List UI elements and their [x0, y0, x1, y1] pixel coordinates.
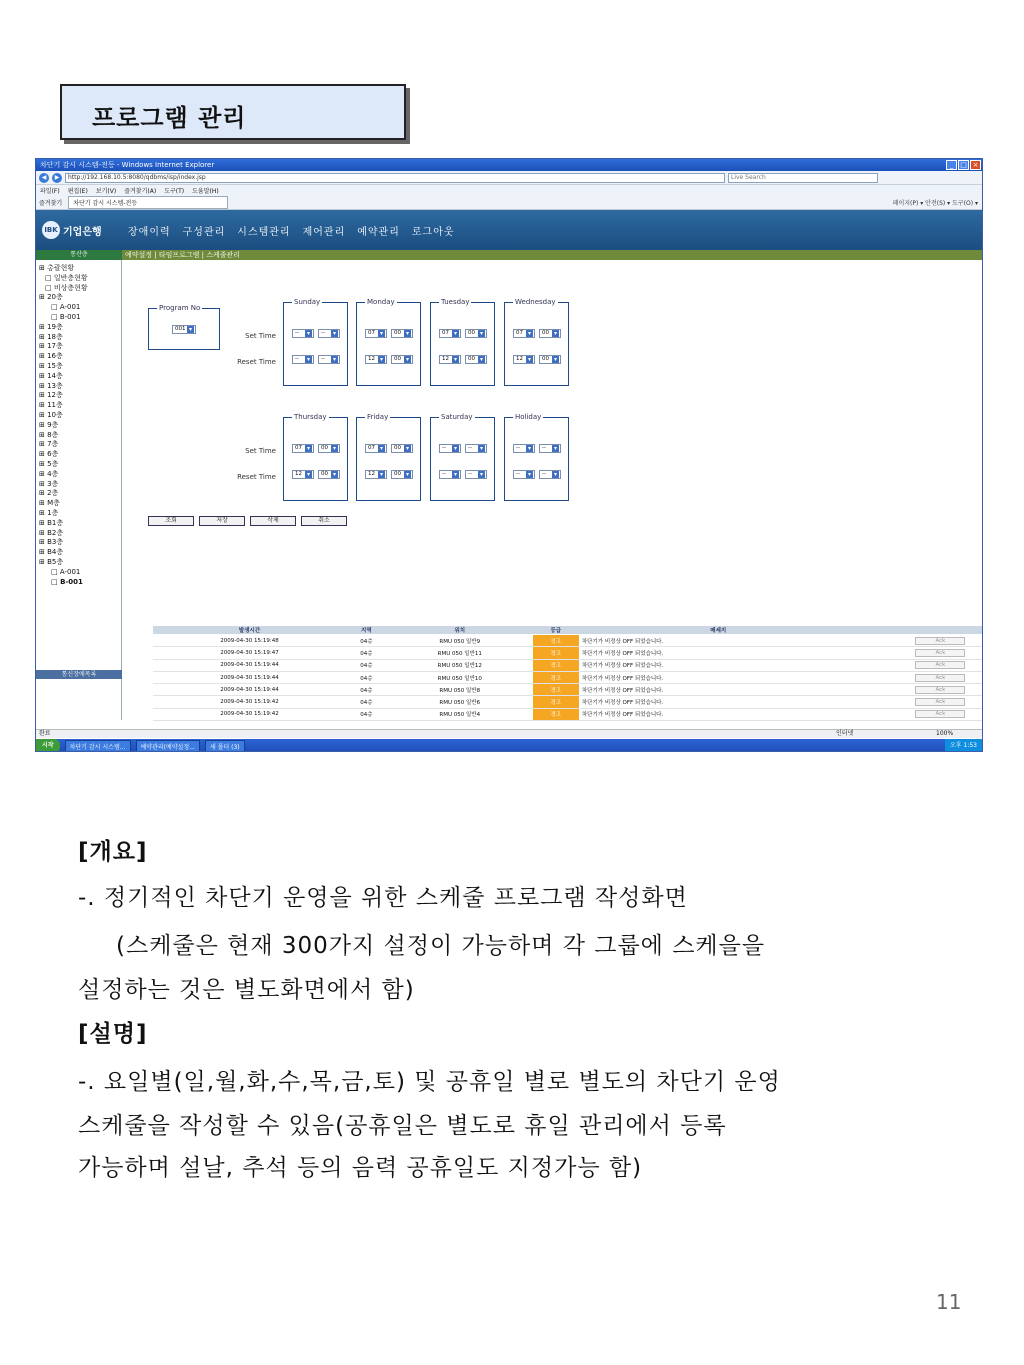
log-ack-cell — [858, 635, 983, 647]
folder-icon: ⊞ — [39, 508, 48, 517]
logo-mark: IBK — [42, 221, 60, 239]
ack-button[interactable]: Ack — [915, 649, 965, 657]
tree-item-label: 비상층현황 — [53, 283, 88, 292]
tree-item[interactable] — [39, 538, 118, 548]
tree-item[interactable] — [39, 264, 118, 274]
folder-icon: ⊞ — [39, 264, 48, 272]
tree-item[interactable] — [39, 421, 118, 431]
floor-tree — [36, 260, 121, 591]
time-select-set-m[interactable]: -- ▾ — [465, 444, 487, 453]
tree-item[interactable] — [39, 313, 118, 323]
folder-icon: ⊞ — [39, 381, 48, 390]
folder-icon: ⊞ — [39, 518, 48, 527]
tree-item-label: 14층 — [47, 371, 63, 380]
tree-item[interactable] — [39, 333, 118, 343]
folder-icon: ⊞ — [39, 548, 48, 557]
delete-button[interactable]: 삭제 — [250, 516, 296, 526]
log-time: 2009-04-30 15:19:44 — [153, 659, 346, 671]
folder-icon: □ — [45, 273, 54, 282]
tree-item[interactable] — [39, 362, 118, 372]
day-group-sunday — [283, 298, 348, 386]
tree-item[interactable] — [39, 499, 118, 509]
day-label: Tuesday — [441, 298, 470, 306]
sidebar — [36, 260, 122, 720]
window-titlebar — [36, 159, 982, 171]
tree-item[interactable] — [39, 411, 118, 421]
time-select-set-h[interactable]: 07 ▾ — [292, 444, 314, 453]
day-label: Wednesday — [515, 298, 556, 306]
time-select-set-h[interactable]: -- ▾ — [292, 329, 314, 338]
minimize-icon[interactable]: _ — [946, 160, 957, 170]
folder-icon: ⊞ — [39, 410, 48, 419]
day-label: Friday — [367, 413, 389, 421]
log-header — [858, 626, 983, 635]
tree-item[interactable] — [39, 440, 118, 450]
tree-item-label: 9층 — [47, 420, 59, 429]
day-group-tuesday — [430, 298, 495, 386]
tree-item[interactable] — [39, 372, 118, 382]
tree-item[interactable] — [39, 529, 118, 539]
tree-item[interactable] — [39, 293, 118, 303]
status-bar — [36, 729, 982, 738]
top-menu-item[interactable]: 장애이력 — [128, 226, 171, 238]
window-title: 차단기 감시 시스템-전등 - Windows Internet Explorer — [40, 161, 215, 169]
tree-item-label: 16층 — [47, 352, 63, 361]
tree-item-label: A-001 — [59, 303, 81, 312]
folder-icon: ⊞ — [39, 450, 48, 459]
tree-item[interactable] — [39, 342, 118, 352]
day-group-wednesday — [504, 298, 569, 386]
folder-icon: ⊞ — [39, 342, 48, 351]
log-area: 04층 — [346, 708, 387, 720]
overview-line-3: 설정하는 것은 별도화면에서 함) — [78, 977, 415, 1003]
schedule-content — [123, 260, 982, 720]
time-select-reset-h[interactable]: 12 ▾ — [292, 470, 314, 479]
time-select-set-m[interactable]: 00 ▾ — [391, 444, 413, 453]
tree-item-label: 18층 — [47, 332, 63, 341]
ack-button[interactable]: Ack — [915, 686, 965, 694]
folder-icon: ⊞ — [39, 499, 48, 508]
log-location: RMU 050 일반6 — [387, 696, 533, 708]
maximize-icon[interactable]: □ — [958, 160, 969, 170]
tree-item-label: A-001 — [59, 567, 81, 576]
table-row — [153, 659, 983, 671]
folder-icon: ⊞ — [39, 469, 48, 478]
taskbar-item[interactable]: 새 폴더 (3) — [205, 740, 245, 753]
time-select-reset-m[interactable]: 00 ▾ — [465, 355, 487, 364]
folder-icon: ⊞ — [39, 557, 48, 566]
log-level-badge: 경고 — [533, 647, 579, 659]
taskbar-item[interactable]: 차단기 감시 시스템... — [65, 740, 131, 753]
tree-item-label: 7층 — [47, 440, 59, 449]
log-area: 04층 — [346, 684, 387, 696]
time-select-set-h[interactable]: 07 ▾ — [439, 329, 461, 338]
day-label: Sunday — [294, 298, 321, 306]
tree-item-label: 13층 — [47, 381, 63, 390]
description-line-2: 스케줄을 작성할 수 있음(공휴일은 별도로 휴일 관리에서 등록 — [78, 1113, 727, 1139]
tree-item[interactable] — [39, 382, 118, 392]
time-select-reset-m[interactable]: -- ▾ — [318, 355, 340, 364]
tree-item-label: 15층 — [47, 361, 63, 370]
log-message: 차단기가 비정상 OFF 되었습니다. — [579, 684, 858, 696]
folder-icon: ⊞ — [39, 489, 48, 498]
search-button[interactable]: 조회 — [148, 516, 194, 526]
time-select-reset-h[interactable]: 12 ▾ — [365, 470, 387, 479]
folder-icon: ⊞ — [39, 401, 48, 410]
day-label: Thursday — [294, 413, 327, 421]
log-level-badge: 경고 — [533, 659, 579, 671]
description-heading: [설명] — [78, 1021, 148, 1047]
time-select-set-m[interactable]: 00 ▾ — [318, 444, 340, 453]
time-select-reset-m[interactable]: 00 ▾ — [539, 355, 561, 364]
taskbar — [36, 739, 982, 752]
folder-icon: □ — [45, 283, 54, 292]
tree-item[interactable] — [39, 391, 118, 401]
time-select-set-m[interactable]: 00 ▾ — [539, 329, 561, 338]
tree-item-label: M층 — [47, 499, 60, 508]
back-icon[interactable]: ◀ — [39, 173, 49, 183]
file-icon: □ — [51, 577, 61, 586]
overview-line-1: -. 정기적인 차단기 운영을 위한 스케줄 프로그램 작성화면 — [78, 885, 688, 911]
tree-item[interactable] — [39, 274, 118, 284]
table-row — [153, 708, 983, 720]
day-label: Saturday — [441, 413, 473, 421]
tree-item-label: 총괄현황 — [47, 264, 75, 272]
day-group-thursday — [283, 413, 348, 501]
logo-text: 기업은행 — [63, 226, 102, 238]
tree-item-label: 일반층현황 — [53, 273, 88, 282]
folder-icon: ⊞ — [39, 420, 48, 429]
time-select-reset-h[interactable]: -- ▾ — [292, 355, 314, 364]
menu-bar — [36, 185, 982, 195]
ack-button[interactable]: Ack — [915, 698, 965, 706]
tree-item[interactable] — [39, 450, 118, 460]
sidebar-header: 통산층 — [36, 250, 122, 260]
tree-item[interactable] — [39, 509, 118, 519]
day-label: Monday — [367, 298, 395, 306]
ack-button[interactable]: Ack — [915, 674, 965, 682]
menu-item[interactable]: 도구(T) — [164, 187, 185, 195]
time-select-set-m[interactable]: 00 ▾ — [391, 329, 413, 338]
favorites-bar — [36, 195, 982, 210]
top-menu-item[interactable]: 예약관리 — [357, 226, 400, 238]
log-header: 발생시간 — [153, 626, 346, 635]
log-area: 04층 — [346, 671, 387, 683]
ack-button[interactable]: Ack — [915, 661, 965, 669]
tree-item[interactable] — [39, 519, 118, 529]
tree-item-label: 8층 — [47, 430, 59, 439]
time-select-reset-m[interactable]: 00 ▾ — [391, 470, 413, 479]
top-menu-item[interactable]: 로그아웃 — [411, 226, 455, 238]
log-level-badge: 경고 — [533, 671, 579, 683]
top-menu — [122, 223, 455, 238]
top-menu-item[interactable]: 제어관리 — [302, 226, 346, 238]
folder-icon: ⊞ — [39, 528, 48, 537]
tree-item-label: 20층 — [47, 293, 63, 302]
table-row — [153, 671, 983, 683]
log-message: 차단기가 비정상 OFF 되었습니다. — [579, 696, 858, 708]
reset-time-label-2: Reset Time — [237, 473, 276, 481]
program-no-select[interactable]: 001 ▾ — [172, 325, 196, 334]
start-button[interactable]: 시작 — [36, 739, 60, 752]
time-select-reset-m[interactable]: -- ▾ — [465, 470, 487, 479]
tree-item-label: 10층 — [47, 410, 63, 419]
tree-item-label: 19층 — [47, 322, 63, 331]
log-header: 메세지 — [579, 626, 858, 635]
app-body — [36, 260, 982, 720]
folder-icon: ⊞ — [39, 538, 48, 547]
tree-item-label: 6층 — [47, 450, 59, 459]
ack-button[interactable]: Ack — [915, 637, 965, 645]
page-number: 11 — [936, 1290, 962, 1314]
log-location: RMU 050 일반4 — [387, 708, 533, 720]
reset-time-label-1: Reset Time — [237, 358, 276, 366]
tree-item[interactable] — [39, 431, 118, 441]
day-group-monday — [356, 298, 421, 386]
log-ack-cell — [858, 671, 983, 683]
time-select-reset-m[interactable]: -- ▾ — [539, 470, 561, 479]
overview-line-2: (스케줄은 현재 300가지 설정이 가능하며 각 그룹에 스케을을 — [116, 933, 766, 959]
time-select-reset-m[interactable]: 00 ▾ — [318, 470, 340, 479]
tree-item-label: B3층 — [47, 538, 64, 547]
log-message: 차단기가 비정상 OFF 되었습니다. — [579, 708, 858, 720]
log-level-badge: 경고 — [533, 696, 579, 708]
log-header: 위치 — [387, 626, 533, 635]
log-location: RMU 050 일반11 — [387, 647, 533, 659]
log-location: RMU 050 일반8 — [387, 684, 533, 696]
tree-item-label: 4층 — [47, 469, 59, 478]
menu-item[interactable]: 파일(F) — [40, 187, 60, 195]
folder-icon: ⊞ — [39, 361, 48, 370]
tree-item[interactable] — [39, 568, 118, 578]
tree-item[interactable] — [39, 489, 118, 499]
live-search-input[interactable]: Live Search — [728, 173, 878, 183]
folder-icon: ⊞ — [39, 430, 48, 439]
time-select-reset-m[interactable]: 00 ▾ — [391, 355, 413, 364]
log-time: 2009-04-30 15:19:42 — [153, 696, 346, 708]
log-ack-cell — [858, 659, 983, 671]
log-area: 04층 — [346, 696, 387, 708]
taskbar-clock: 오후 1:53 — [945, 739, 982, 752]
tree-item-label: B-001 — [60, 577, 83, 586]
tree-item-label: 5층 — [47, 459, 59, 468]
time-select-reset-h[interactable]: 12 ▾ — [439, 355, 461, 364]
log-area: 04층 — [346, 647, 387, 659]
log-header: 지역 — [346, 626, 387, 635]
comm-failure-list-button[interactable]: 통신장애목록 — [36, 670, 122, 679]
file-icon: □ — [51, 312, 60, 321]
log-time: 2009-04-30 15:19:42 — [153, 708, 346, 720]
tree-item-label: 1층 — [47, 508, 59, 517]
tree-item[interactable] — [39, 352, 118, 362]
tree-item-label: 2층 — [47, 489, 59, 498]
log-ack-cell — [858, 696, 983, 708]
time-select-reset-h[interactable]: -- ▾ — [513, 470, 535, 479]
log-location: RMU 050 일반12 — [387, 659, 533, 671]
title-box — [60, 84, 406, 140]
log-message: 차단기가 비정상 OFF 되었습니다. — [579, 635, 858, 647]
time-select-set-h[interactable]: 07 ▾ — [513, 329, 535, 338]
log-location: RMU 050 일반9 — [387, 635, 533, 647]
time-select-set-h[interactable]: 07 ▾ — [365, 329, 387, 338]
folder-icon: ⊞ — [39, 371, 48, 380]
toolbar-commands[interactable]: 페이지(P) ▾ 안전(S) ▾ 도구(O) ▾ — [892, 199, 978, 207]
tree-item[interactable] — [39, 401, 118, 411]
log-time: 2009-04-30 15:19:44 — [153, 671, 346, 683]
status-text: 완료 — [39, 730, 51, 737]
time-select-set-m[interactable]: 00 ▾ — [465, 329, 487, 338]
sub-bar — [36, 250, 982, 260]
page-title: 프로그램 관리 — [92, 104, 247, 132]
status-zone: 인터넷 — [836, 730, 854, 737]
log-ack-cell — [858, 708, 983, 720]
time-select-reset-h[interactable]: -- ▾ — [439, 470, 461, 479]
tree-item-label: B1층 — [47, 518, 64, 527]
tree-item-label: 17층 — [47, 342, 63, 351]
alarm-log — [153, 626, 983, 721]
folder-icon: ⊞ — [39, 322, 48, 331]
day-group-holiday — [504, 413, 569, 501]
tree-item-label: B5층 — [47, 557, 64, 566]
set-time-label-1: Set Time — [245, 332, 276, 340]
forward-icon[interactable]: ▶ — [52, 173, 62, 183]
table-row — [153, 696, 983, 708]
log-level-badge: 경고 — [533, 684, 579, 696]
log-header: 등급 — [533, 626, 579, 635]
zoom-level[interactable]: 100% — [936, 730, 954, 737]
folder-icon: ⊞ — [39, 459, 48, 468]
ack-button[interactable]: Ack — [915, 710, 965, 718]
day-group-friday — [356, 413, 421, 501]
table-row — [153, 635, 983, 647]
tree-item[interactable] — [39, 578, 118, 588]
save-button[interactable]: 저장 — [199, 516, 245, 526]
url-input[interactable]: http://192.168.10.5:8080/qdbms/isp/index.jsp — [65, 173, 725, 183]
description-line-1: -. 요일별(일,월,화,수,목,금,토) 및 공휴일 별로 별도의 차단기 운영 — [78, 1069, 781, 1095]
overview-heading: [개요] — [78, 839, 148, 865]
tree-item[interactable] — [39, 303, 118, 313]
log-level-badge: 경고 — [533, 708, 579, 720]
logo — [36, 221, 122, 239]
cancel-button[interactable]: 취소 — [301, 516, 347, 526]
time-select-set-m[interactable]: -- ▾ — [539, 444, 561, 453]
log-time: 2009-04-30 15:19:44 — [153, 684, 346, 696]
log-time: 2009-04-30 15:19:47 — [153, 647, 346, 659]
time-select-reset-h[interactable]: 12 ▾ — [513, 355, 535, 364]
favorites-button[interactable]: 즐겨찾기 — [39, 199, 63, 207]
tree-item-label: 3층 — [47, 479, 59, 488]
log-level-badge: 경고 — [533, 635, 579, 647]
description-line-3: 가능하며 설날, 추석 등의 음력 공휴일도 지정가능 함) — [78, 1155, 643, 1181]
file-icon: □ — [51, 303, 60, 312]
browser-tab[interactable]: 차단기 감시 시스템-전등 — [68, 196, 228, 209]
tree-item-label: B4층 — [47, 548, 64, 557]
browser-window — [35, 158, 983, 752]
log-ack-cell — [858, 647, 983, 659]
tree-item-label: B-001 — [59, 312, 81, 321]
table-row — [153, 647, 983, 659]
menu-item[interactable]: 보기(V) — [95, 187, 117, 195]
folder-icon: ⊞ — [39, 293, 48, 302]
program-no-group — [148, 304, 220, 350]
set-time-label-2: Set Time — [245, 447, 276, 455]
tree-item[interactable] — [39, 480, 118, 490]
menu-item[interactable]: 도움말(H) — [192, 187, 219, 195]
time-select-reset-h[interactable]: 12 ▾ — [365, 355, 387, 364]
time-select-set-m[interactable]: -- ▾ — [318, 329, 340, 338]
day-label: Holiday — [515, 413, 542, 421]
folder-icon: ⊞ — [39, 332, 48, 341]
log-message: 차단기가 비정상 OFF 되었습니다. — [579, 659, 858, 671]
log-location: RMU 050 일반10 — [387, 671, 533, 683]
tree-item-label: 12층 — [47, 391, 63, 400]
tree-item[interactable] — [39, 460, 118, 470]
file-icon: □ — [51, 567, 60, 576]
tree-item-label: 11층 — [47, 401, 63, 410]
tree-item[interactable] — [39, 323, 118, 333]
tree-item-label: B2층 — [47, 528, 64, 537]
address-bar — [36, 171, 982, 185]
tree-item[interactable] — [39, 284, 118, 294]
table-row — [153, 684, 983, 696]
log-message: 차단기가 비정상 OFF 되었습니다. — [579, 671, 858, 683]
tree-item[interactable] — [39, 548, 118, 558]
folder-icon: ⊞ — [39, 352, 48, 361]
time-select-set-h[interactable]: 07 ▾ — [365, 444, 387, 453]
app-header — [36, 210, 982, 250]
breadcrumb: 예약설정 | 타임프로그램 | 스케줄관리 — [122, 250, 982, 260]
program-no-label: Program No — [159, 304, 201, 312]
tree-item[interactable] — [39, 558, 118, 568]
time-select-set-h[interactable]: -- ▾ — [439, 444, 461, 453]
top-menu-item[interactable]: 구성관리 — [182, 226, 226, 238]
taskbar-item[interactable]: 예약관리(예약설정... — [136, 740, 200, 753]
day-group-saturday — [430, 413, 495, 501]
folder-icon: ⊞ — [39, 440, 48, 449]
close-icon[interactable]: × — [970, 160, 981, 170]
folder-icon: ⊞ — [39, 479, 48, 488]
log-message: 차단기가 비정상 OFF 되었습니다. — [579, 647, 858, 659]
log-time: 2009-04-30 15:19:48 — [153, 635, 346, 647]
log-area: 04층 — [346, 659, 387, 671]
log-ack-cell — [858, 684, 983, 696]
log-area: 04층 — [346, 635, 387, 647]
menu-item[interactable]: 즐겨찾기(A) — [124, 187, 157, 195]
menu-item[interactable]: 편집(E) — [67, 187, 88, 195]
top-menu-item[interactable]: 시스템관리 — [237, 226, 291, 238]
folder-icon: ⊞ — [39, 391, 48, 400]
tree-item[interactable] — [39, 470, 118, 480]
time-select-set-h[interactable]: -- ▾ — [513, 444, 535, 453]
